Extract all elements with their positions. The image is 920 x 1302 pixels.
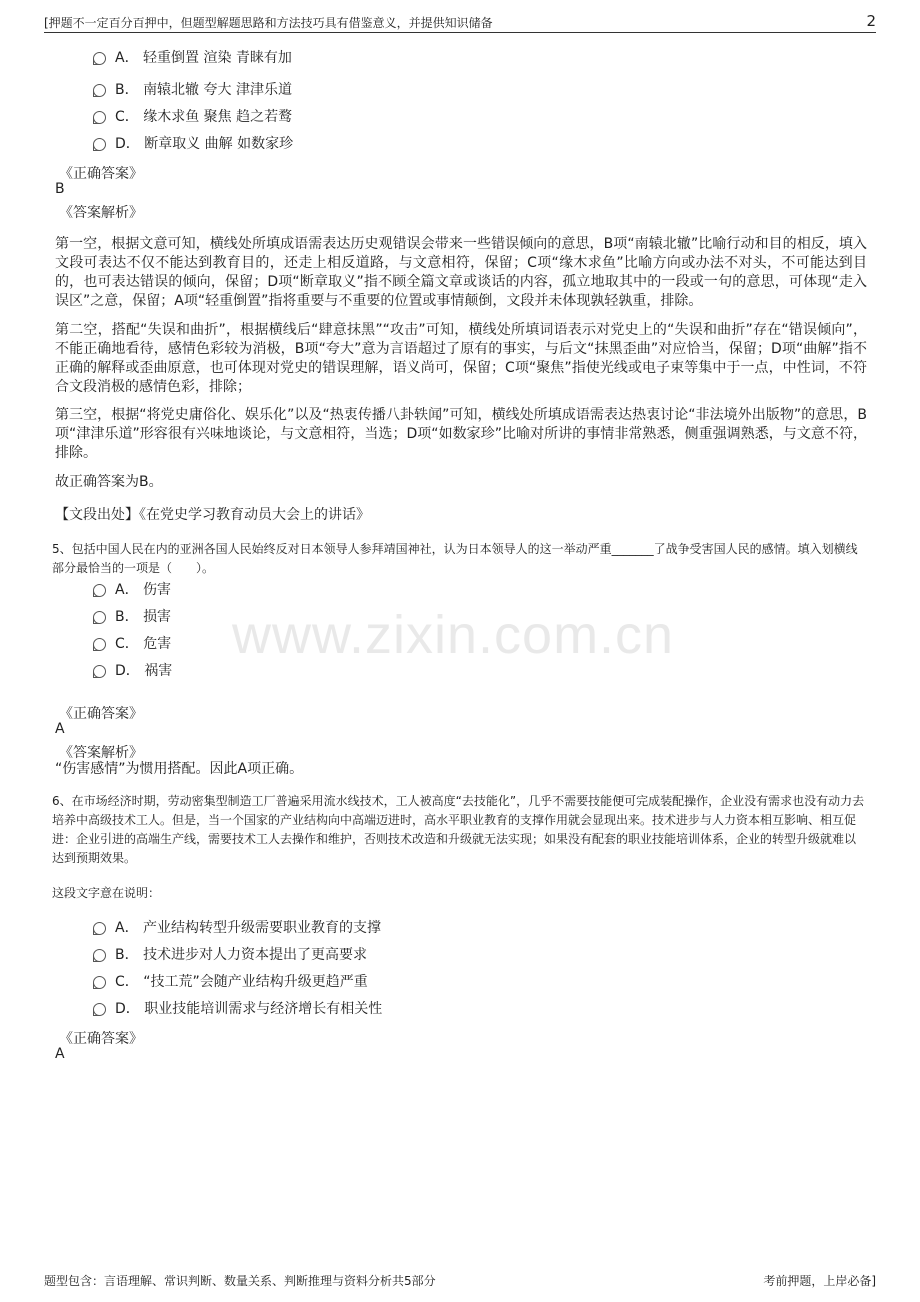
analysis-paragraph: “伤害感情”为惯用搭配。因此A项正确。 <box>55 761 304 777</box>
option-text: 产业结构转型升级需要职业教育的支撑 <box>143 920 382 936</box>
question-6-prompt: 这段文字意在说明： <box>52 886 161 900</box>
q6-option-c[interactable]: C． “技工荒”会随产业结构升级更趋严重 <box>93 972 368 992</box>
answer-label: 《正确答案》 <box>59 1031 143 1047</box>
q5-option-c[interactable]: C． 危害 <box>93 634 171 654</box>
radio-icon[interactable] <box>93 976 106 989</box>
option-text: “技工荒”会随产业结构升级更趋严重 <box>143 974 368 990</box>
q5-option-a[interactable]: A． 伤害 <box>93 580 171 600</box>
conclusion: 故正确答案为B。 <box>55 474 163 490</box>
radio-icon[interactable] <box>93 584 106 597</box>
q4-option-c[interactable]: C． 缘木求鱼 聚焦 趋之若鹜 <box>93 107 292 127</box>
analysis-paragraph: 第一空，根据文意可知，横线处所填成语需表达历史观错误会带来一些错误倾向的意思，B项“南辕北辙”比喻行动和目的相反，填入文段可表达不仅不能达到教育目的，还走上相反道路，与文意相符，保留；C项“缘木求鱼”比喻方向或办法不对头，不可能达到目的，也可表达错误的倾向，保留；D项“断章取义”指不顾全篇文章或谈话的内容，孤立地取其中的一段或一句的意思，可体现“走入误区”之意，保留；A项“轻重倒置”指将重要与不重要的位置或事情颠倒，文段并未体现孰轻孰重，排除。 <box>55 236 867 309</box>
radio-icon[interactable] <box>93 138 106 151</box>
option-text: 祸害 <box>144 663 173 679</box>
answer-value: A <box>55 721 65 737</box>
radio-icon[interactable] <box>93 611 106 624</box>
q5-option-d[interactable]: D． 祸害 <box>93 661 172 681</box>
option-text: 断章取义 曲解 如数家珍 <box>144 136 294 152</box>
radio-icon[interactable] <box>93 949 106 962</box>
radio-icon[interactable] <box>93 922 106 935</box>
footer-left: 题型包含：言语理解、常识判断、数量关系、判断推理与资料分析共5部分 <box>44 1274 436 1288</box>
analysis-label: 《答案解析》 <box>59 745 143 761</box>
q6-option-b[interactable]: B． 技术进步对人力资本提出了更高要求 <box>93 945 367 965</box>
answer-value: B <box>55 181 65 197</box>
header-text: [押题不一定百分百押中，但题型解题思路和方法技巧具有借鉴意义，并提供知识储备 <box>44 16 493 30</box>
radio-icon[interactable] <box>93 111 106 124</box>
analysis-paragraph: 第二空，搭配“失误和曲折”，根据横线后“肆意抹黑”“攻击”可知，横线处所填词语表示对党史上的“失误和曲折”存在“错误倾向”，不能正确地看待，感情色彩较为消极，B项“夸大”意为言语超过了原有的事实，与后文“抹黑歪曲”对应恰当，保留；D项“曲解”指不正确的解释或歪曲原意，也可体现对党史的错误理解，语义尚可，保留；C项“聚焦”指使光线或电子束等集中于一点，中性词，不符合文段消极的感情色彩，排除； <box>55 322 867 395</box>
page-number: 2 <box>866 12 876 30</box>
option-text: 职业技能培训需求与经济增长有相关性 <box>144 1001 383 1017</box>
option-text: 伤害 <box>143 582 172 598</box>
answer-label: 《正确答案》 <box>59 166 143 182</box>
q5-option-b[interactable]: B． 损害 <box>93 607 171 627</box>
analysis-label: 《答案解析》 <box>59 205 143 221</box>
q4-option-a[interactable]: A． 轻重倒置 渲染 青睐有加 <box>93 48 292 68</box>
source-citation: 【文段出处】《在党史学习教育动员大会上的讲话》 <box>55 507 370 523</box>
radio-icon[interactable] <box>93 638 106 651</box>
analysis-paragraph: 第三空，根据“将党史庸俗化、娱乐化”以及“热衷传播八卦轶闻”可知，横线处所填成语需表达热衷讨论“非法境外出版物”的意思，B项“津津乐道”形容很有兴味地谈论，与文意相符，当选；D项“如数家珍”比喻对所讲的事情非常熟悉，侧重强调熟悉，与文意不符，排除。 <box>55 407 867 461</box>
q6-option-d[interactable]: D． 职业技能培训需求与经济增长有相关性 <box>93 999 382 1019</box>
option-text: 危害 <box>143 636 172 652</box>
q6-option-a[interactable]: A． 产业结构转型升级需要职业教育的支撑 <box>93 918 381 938</box>
radio-icon[interactable] <box>93 665 106 678</box>
q4-option-d[interactable]: D． 断章取义 曲解 如数家珍 <box>93 134 293 154</box>
watermark: www.zixin.com.cn <box>232 605 675 665</box>
page-header <box>44 14 876 33</box>
option-text: 轻重倒置 渲染 青睐有加 <box>143 50 292 66</box>
question-5-stem: 5、包括中国人民在内的亚洲各国人民始终反对日本领导人参拜靖国神社，认为日本领导人的这一举动严重_______了战争受害国人民的感情。填入划横线部分最恰当的一项是（ ）。 <box>52 542 858 575</box>
answer-value: A <box>55 1046 65 1062</box>
option-text: 技术进步对人力资本提出了更高要求 <box>143 947 368 963</box>
q4-option-b[interactable]: B． 南辕北辙 夸大 津津乐道 <box>93 80 292 100</box>
radio-icon[interactable] <box>93 84 106 97</box>
option-text: 损害 <box>143 609 172 625</box>
option-text: 南辕北辙 夸大 津津乐道 <box>143 82 292 98</box>
radio-icon[interactable] <box>93 1003 106 1016</box>
radio-icon[interactable] <box>93 52 106 65</box>
option-text: 缘木求鱼 聚焦 趋之若鹜 <box>143 109 293 125</box>
answer-label: 《正确答案》 <box>59 706 143 722</box>
question-6-stem: 6、在市场经济时期，劳动密集型制造工厂普遍采用流水线技术，工人被高度“去技能化”，几乎不需要技能便可完成装配操作，企业没有需求也没有动力去培养中高级技术工人。但是，当一个国家的产业结构向中高端迈进时，高水平职业教育的支撑作用就会显现出来。技术进步与人力资本相互影响、相互促进：企业引进的高端生产线，需要技术工人去操作和维护，否则技术改造和升级就无法实现；如果没有配套的职业技能培训体系，企业的转型升级就难以达到预期效果。 <box>52 794 865 865</box>
footer-right: 考前押题，上岸必备] <box>763 1274 876 1288</box>
